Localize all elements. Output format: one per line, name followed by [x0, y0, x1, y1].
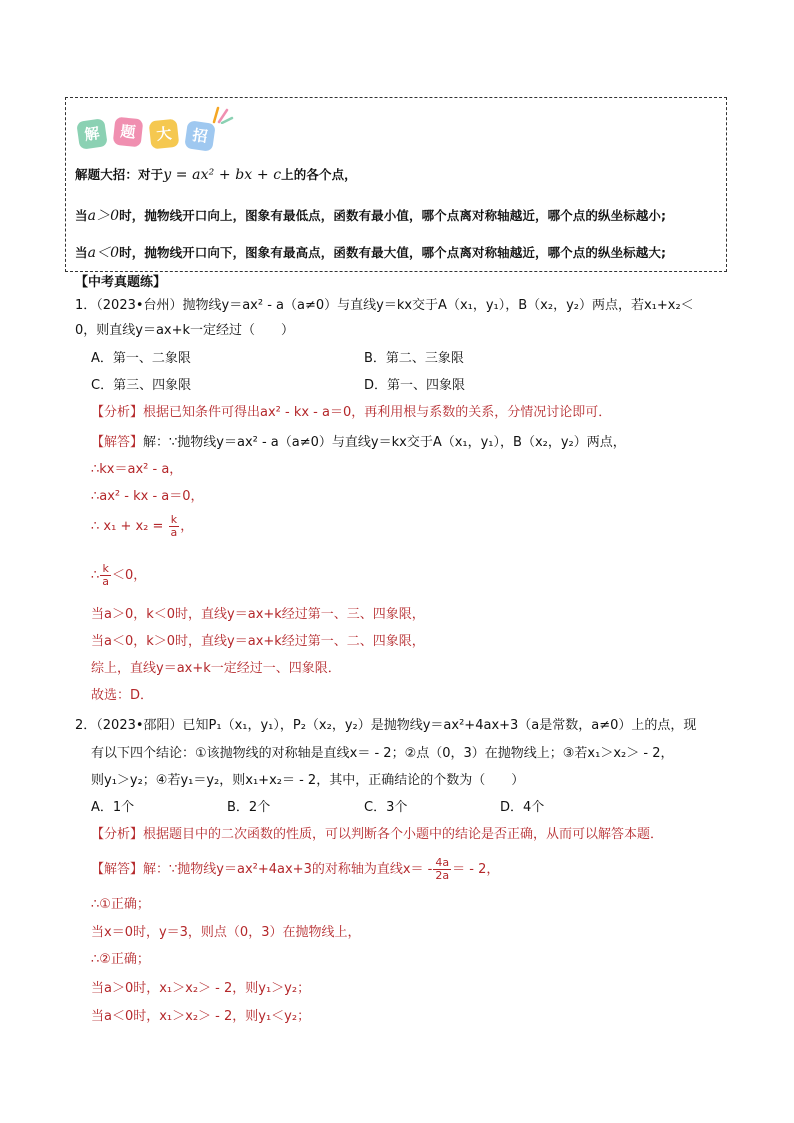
tip-box	[65, 97, 727, 272]
q1-step-4: ∴ $\frac{k}{a}$ ＜0，	[91, 562, 147, 588]
tip-line-3: 当a＜0时，抛物线开口向下，图象有最高点，函数有最大值，哪个点离对称轴越近，哪个点的纵坐标越大;	[75, 245, 667, 261]
q1-step-1: ∴kx＝ax² - a，	[91, 462, 183, 477]
badge-zhao: 招	[184, 120, 216, 152]
badge-ti: 题	[113, 117, 144, 148]
q2-step-1: ∴①正确；	[91, 897, 150, 912]
tip-line-1: 解题大招：对于y = ax² + bx + c上的各个点，	[75, 167, 357, 183]
q1-step-7: 综上，直线y＝ax+k一定经过一、四象限．	[91, 661, 341, 676]
q1-option-a: A．第一、二象限	[91, 351, 191, 366]
q2-stem-line1: 2．（2023•邵阳）已知P₁（x₁，y₁），P₂（x₂，y₂）是抛物线y＝ax²+4ax+3（a是常数，a≠0）上的点，现	[75, 718, 697, 733]
q1-step-8: 故选：D．	[91, 688, 154, 703]
sparkle-icon	[210, 102, 234, 124]
q2-step-5: 当a＜0时，x₁＞x₂＞ - 2，则y₁＜y₂；	[91, 1009, 311, 1024]
tip-line-2: 当a＞0时，抛物线开口向上，图象有最低点，函数有最小值，哪个点离对称轴越近，哪个点的纵坐标越小;	[75, 208, 667, 224]
fraction-k-over-a-2: $\frac{k}{a}$	[102, 562, 110, 588]
q1-option-d: D．第一、四象限	[364, 378, 466, 393]
q2-stem-line3: 则y₁＞y₂；④若y₁＝y₂，则x₁+x₂＝ - 2，其中，正确结论的个数为（ ）	[91, 773, 525, 788]
q2-option-d: D．4个	[500, 800, 545, 815]
q2-analysis: 【分析】根据题目中的二次函数的性质，可以判断各个小题中的结论是否正确，从而可以解答本题．	[91, 827, 664, 842]
fraction-k-over-a: $\frac{k}{a}$	[170, 513, 178, 539]
q1-step-6: 当a＜0，k＞0时，直线y＝ax+k经过第一、二、四象限，	[91, 634, 425, 649]
q1-step-2: ∴ax² - kx - a＝0，	[91, 489, 204, 504]
q2-option-b: B．2个	[227, 800, 271, 815]
q2-option-a: A．1个	[91, 800, 135, 815]
q1-answer: 【解答】解：∵抛物线y＝ax² - a（a≠0）与直线y＝kx交于A（x₁，y₁），B（x₂，y₂）两点，	[91, 435, 626, 450]
q1-option-b: B．第二、三象限	[364, 351, 464, 366]
q1-option-c: C．第三、四象限	[91, 378, 192, 393]
q2-answer: 【解答】解：∵抛物线y＝ax²+4ax+3的对称轴为直线x＝ - $\frac{4a}{2a}$ ＝ - 2，	[91, 856, 500, 882]
fraction-4a-over-2a: $\frac{4a}{2a}$	[435, 856, 450, 882]
section-title: 【中考真题练】	[75, 275, 167, 290]
q2-option-c: C．3个	[364, 800, 408, 815]
badge-da: 大	[149, 119, 180, 150]
tip-formula: y = ax² + bx + c	[163, 167, 282, 183]
q2-step-3: ∴②正确；	[91, 952, 150, 967]
badge-jie: 解	[76, 118, 108, 150]
q2-step-4: 当a＞0时，x₁＞x₂＞ - 2，则y₁＞y₂；	[91, 981, 311, 996]
q1-step-5: 当a＞0，k＜0时，直线y＝ax+k经过第一、三、四象限，	[91, 607, 425, 622]
tip-badges	[78, 112, 228, 152]
q1-step-3: ∴ x₁ + x₂ = $\frac{k}{a}$ ，	[91, 513, 194, 539]
q2-stem-line2: 有以下四个结论：①该抛物线的对称轴是直线x＝ - 2；②点（0，3）在抛物线上；③若x₁＞x₂＞ - 2，	[91, 746, 674, 761]
q1-stem-line1: 1．（2023•台州）抛物线y＝ax² - a（a≠0）与直线y＝kx交于A（x₁，y₁），B（x₂，y₂）两点，若x₁+x₂＜	[75, 298, 694, 313]
q2-step-2: 当x＝0时，y＝3，则点（0，3）在抛物线上，	[91, 925, 361, 940]
q1-stem-line2: 0，则直线y＝ax+k一定经过（ ）	[75, 323, 295, 338]
q1-analysis: 【分析】根据已知条件可得出ax² - kx - a＝0，再利用根与系数的关系，分情况讨论即可．	[91, 405, 612, 420]
